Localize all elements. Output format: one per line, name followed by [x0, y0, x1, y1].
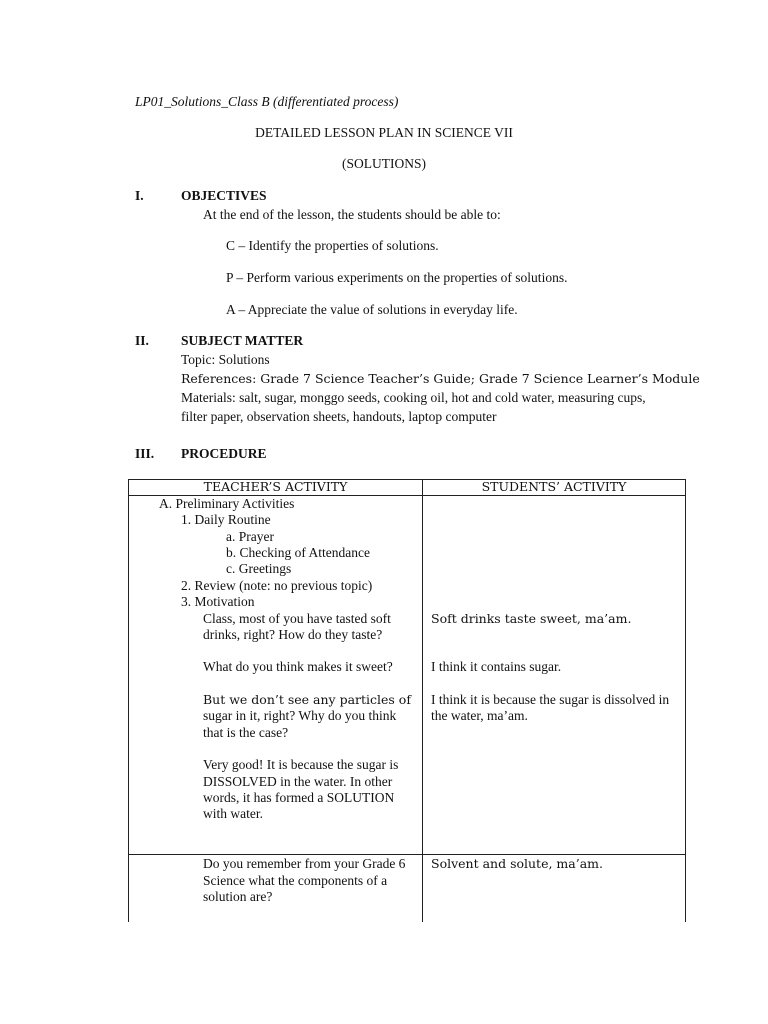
subject-materials: Materials: salt, sugar, monggo seeds, cooking oil, hot and cold water, measuring cups, — [181, 390, 646, 405]
objectives-intro: At the end of the lesson, the students should be able to: — [203, 207, 501, 222]
subject-references: References: Grade 7 Science Teacher’s Guide; Grade 7 Science Learner’s Module — [181, 371, 700, 386]
teacher-line: solution are? — [203, 889, 273, 904]
section-numeral-procedure: III. — [135, 446, 155, 461]
teacher-line: words, it has formed a SOLUTION — [203, 790, 395, 805]
student-line: I think it contains sugar. — [431, 659, 562, 674]
section-numeral-subject-matter: II. — [135, 333, 149, 348]
table-border-right — [685, 479, 686, 922]
subject-materials-cont: filter paper, observation sheets, handouts, laptop computer — [181, 409, 497, 424]
student-line: the water, ma’am. — [431, 708, 528, 723]
section-numeral-objectives: I. — [135, 188, 144, 203]
section-heading-objectives: OBJECTIVES — [181, 188, 267, 203]
teacher-line: 1. Daily Routine — [181, 512, 271, 527]
table-row-divider — [128, 854, 686, 855]
teacher-line: 2. Review (note: no previous topic) — [181, 578, 373, 593]
section-heading-procedure: PROCEDURE — [181, 446, 267, 461]
section-heading-subject-matter: SUBJECT MATTER — [181, 333, 304, 348]
teacher-line: c. Greetings — [226, 561, 292, 576]
student-line: I think it is because the sugar is dissolved in — [431, 692, 670, 707]
teacher-line: What do you think makes it sweet? — [203, 659, 393, 674]
document-subtitle: (SOLUTIONS) — [342, 156, 426, 171]
document-title: DETAILED LESSON PLAN IN SCIENCE VII — [255, 125, 513, 140]
teacher-line: Science what the components of a — [203, 873, 388, 888]
student-line: Soft drinks taste sweet, ma’am. — [431, 611, 632, 626]
teacher-line: b. Checking of Attendance — [226, 545, 370, 560]
subject-topic: Topic: Solutions — [181, 352, 270, 367]
teacher-line: Very good! It is because the sugar is — [203, 757, 399, 772]
teacher-line: 3. Motivation — [181, 594, 255, 609]
teacher-line: sugar in it, right? Why do you think — [203, 708, 397, 723]
document-code-line: LP01_Solutions_Class B (differentiated process) — [135, 94, 399, 109]
teacher-line: drinks, right? How do they taste? — [203, 627, 383, 642]
teacher-line: Class, most of you have tasted soft — [203, 611, 391, 626]
teacher-line: that is the case? — [203, 725, 289, 740]
objective-item-psychomotor: P – Perform various experiments on the properties of solutions. — [226, 270, 568, 285]
table-border-left — [128, 479, 129, 922]
table-column-divider — [422, 479, 423, 922]
teacher-line: DISSOLVED in the water. In other — [203, 774, 393, 789]
teacher-line: Do you remember from your Grade 6 — [203, 856, 406, 871]
student-line: Solvent and solute, ma’am. — [431, 856, 603, 871]
objective-item-cognitive: C – Identify the properties of solutions. — [226, 238, 439, 253]
teacher-line: But we don’t see any particles of — [203, 692, 411, 707]
teacher-line: with water. — [203, 806, 263, 821]
objective-item-affective: A – Appreciate the value of solutions in everyday life. — [226, 302, 518, 317]
teacher-line: A. Preliminary Activities — [159, 496, 295, 511]
table-header-students: STUDENTS’ ACTIVITY — [481, 479, 627, 494]
teacher-line: a. Prayer — [226, 529, 274, 544]
table-header-teacher: TEACHER’S ACTIVITY — [203, 479, 348, 494]
